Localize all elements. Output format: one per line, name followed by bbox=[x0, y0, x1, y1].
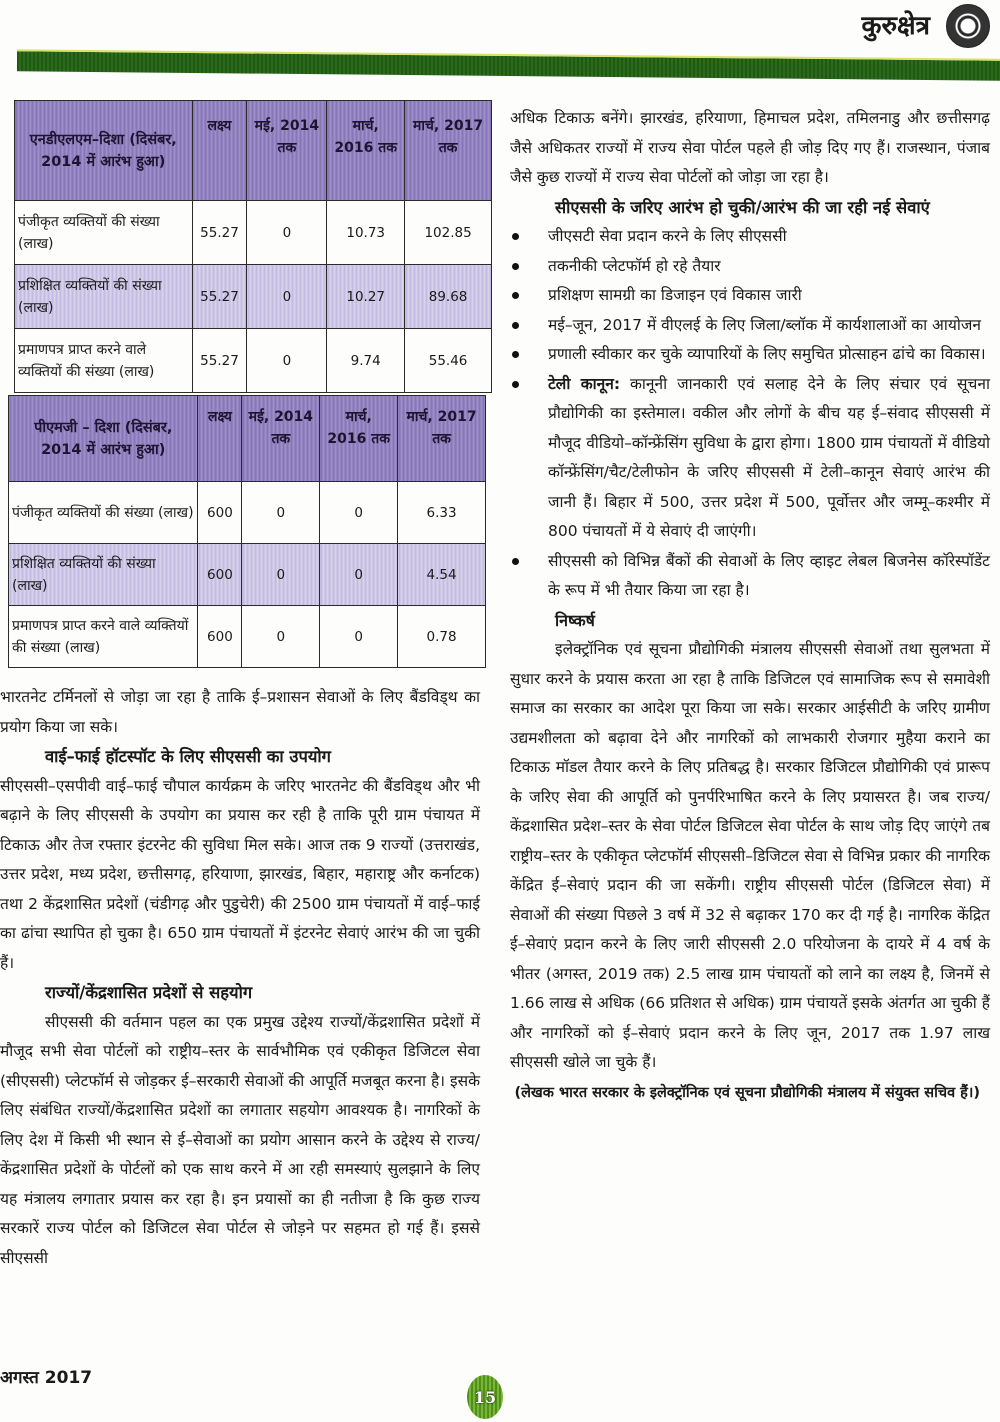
bullet-icon bbox=[512, 381, 519, 388]
table-cell: 0 bbox=[242, 482, 320, 544]
bullet-icon bbox=[512, 292, 519, 299]
ndlm-disha-table bbox=[14, 100, 492, 393]
table-header-cell: मई, 2014 तक bbox=[242, 396, 320, 482]
right-column bbox=[510, 104, 990, 1121]
paragraph: भारतनेट टर्मिनलों से जोड़ा जा रहा है ताकि ई–प्रशासन सेवाओं के लिए बैंडविड्थ का प्रयोग किया जा सके। bbox=[0, 688, 480, 736]
table-row bbox=[9, 482, 486, 544]
table-cell: 4.54 bbox=[398, 544, 486, 606]
list-item-text: सीएससी को विभिन्न बैंकों की सेवाओं के लिए व्हाइट लेबल बिजनेस कॉरेस्पॉडेंट के रूप में भी तैयार किया जा रहा है। bbox=[548, 551, 990, 599]
table-header-cell: पीएमजी – दिशा (दिसंबर, 2014 में आरंभ हुआ) bbox=[9, 396, 198, 482]
table-cell: 6.33 bbox=[398, 482, 486, 544]
list-item-text: जीएसटी सेवा प्रदान करने के लिए सीएससी bbox=[548, 227, 787, 245]
table-cell: 55.27 bbox=[192, 265, 247, 329]
table-cell: 0 bbox=[247, 201, 327, 265]
row-label: प्रशिक्षित व्यक्तियों की संख्या (लाख) bbox=[9, 544, 198, 606]
table-cell: 600 bbox=[198, 482, 242, 544]
table-cell: 55.27 bbox=[192, 201, 247, 265]
table-cell: 10.73 bbox=[327, 201, 405, 265]
section-heading-conclusion: निष्कर्ष bbox=[555, 610, 595, 630]
paragraph: इलेक्ट्रॉनिक एवं सूचना प्रौद्योगिकी मंत्रालय सीएससी सेवाओं तथा सुलभता में सुधार करने के प्रयास करता आ रहा है ताकि डिजिटल एवं सामाजिक रूप से समावेशी समाज का सरकार का आदेश पूरा किया जा सके। सरकार आईसीटी के जरिए ग्रामीण उद्यमशीलता को बढ़ावा देने और नागरिकों को लाभकारी रोजगार मुहैया कराने का टिकाऊ मॉडल तैयार करने के लिए प्रतिबद्ध है। सरकार डिजिटल प्रौद्योगिकी एवं प्रारूप के जरिए सेवा की आपूर्ति को पुनर्परिभाषित करने के लिए प्रयासरत है। जब राज्य/केंद्रशासित प्रदेश–स्तर के सेवा पोर्टल डिजिटल सेवा पोर्टल के साथ जोड़ दिए जाएंगे तब राष्ट्रीय–स्तर के एकीकृत प्लेटफॉर्म सीएससी–डिजिटल सेवा से विभिन्न प्रकार की नागरिक केंद्रित ई–सेवाएं प्रदान की जा सकेंगी। राष्ट्रीय सीएससी पोर्टल (डिजिटल सेवा) में सेवाओं की संख्या पिछले 3 वर्ष में 32 से बढ़ाकर 170 कर दी गई है। नागरिक केंद्रित ई–सेवाएं प्रदान करने के लिए जारी सीएससी 2.0 परियोजना के दायरे में 4 वर्ष के भीतर (अगस्त, 2019 तक) 2.5 लाख ग्राम पंचायतों को लाने का लक्ष्य है, जिनमें से 1.66 लाख से अधिक (66 प्रतिशत से अधिक) ग्राम पंचायतें इसके अंतर्गत आ चुकी हैं और नागरिकों को ई–सेवाएं प्रदान करने के लिए जून, 2017 तक 1.97 लाख सीएससी खोले जा चुके हैं। bbox=[510, 640, 990, 1071]
magazine-title: कुरुक्षेत्र bbox=[861, 11, 930, 41]
table-row bbox=[9, 544, 486, 606]
table-header-cell: मार्च, 2016 तक bbox=[320, 396, 398, 482]
table-cell: 600 bbox=[198, 544, 242, 606]
table-cell: 0 bbox=[242, 606, 320, 668]
table-cell: 9.74 bbox=[327, 329, 405, 393]
table-cell: 0 bbox=[320, 544, 398, 606]
bullet-icon bbox=[512, 263, 519, 270]
row-label: पंजीकृत व्यक्तियों की संख्या (लाख) bbox=[9, 482, 198, 544]
list-item bbox=[510, 222, 990, 252]
table-header-row bbox=[15, 101, 492, 201]
row-label: प्रशिक्षित व्यक्तियों की संख्या (लाख) bbox=[15, 265, 193, 329]
list-item bbox=[510, 252, 990, 282]
section-heading-states: राज्यों/केंद्रशासित प्रदेशों से सहयोग bbox=[45, 983, 253, 1002]
table-header-cell: मार्च, 2016 तक bbox=[327, 101, 405, 201]
paragraph: सीएससी की वर्तमान पहल का एक प्रमुख उद्देश्य राज्यों/केंद्रशासित प्रदेशों में मौजूद सभी सेवा पोर्टलों को राष्ट्रीय–स्तर के सार्वभौमिक एवं एकीकृत डिजिटल सेवा (सीएससी) प्लेटफॉर्म से जोड़कर ई–सरकारी सेवाओं की आपूर्ति मजबूत करना है। इसके लिए संबंधित राज्यों/केंद्रशासित प्रदेशों का लगातार सहयोग आवश्यक है। नागरिकों के लिए देश में किसी भी स्थान से ई–सेवाओं का प्रयोग आसान करने के उद्देश्य से राज्य/केंद्रशासित प्रदेशों के पोर्टलों को एक साथ करने में आ रही समस्याएं सुलझाने के लिए यह मंत्रालय लगातार प्रयास कर रहा है। इन प्रयासों का ही नतीजा है कि कुछ राज्य सरकारें राज्य पोर्टल को डिजिटल सेवा पोर्टल से जोड़ने पर सहमत हो गई हैं। इससे सीएससी bbox=[0, 1012, 480, 1267]
table-cell: 0 bbox=[320, 482, 398, 544]
row-label: प्रमाणपत्र प्राप्त करने वाले व्यक्तियों की संख्या (लाख) bbox=[9, 606, 198, 668]
list-item bbox=[510, 547, 990, 606]
table-header-cell: एनडीएलएम–दिशा (दिसंबर, 2014 में आरंभ हुआ) bbox=[15, 101, 193, 201]
pmg-disha-table bbox=[8, 395, 486, 668]
table-header-cell: मार्च, 2017 तक bbox=[398, 396, 486, 482]
list-item-text: प्रणाली स्वीकार कर चुके व्यापारियों के लिए समुचित प्रोत्साहन ढांचे का विकास। bbox=[548, 345, 986, 363]
bullet-icon bbox=[512, 233, 519, 240]
header-band bbox=[17, 49, 1000, 80]
paragraph: सीएससी–एसपीवी वाई–फाई चौपाल कार्यक्रम के जरिए भारतनेट की बैंडविड्थ और भी बढ़ाने के लिए सीएससी के उपयोग का प्रयास कर रही है ताकि पूरी ग्राम पंचायत में टिकाऊ और तेज रफ्तार इंटरनेट की सुविधा मिल सके। आज तक 9 राज्यों (उत्तराखंड, उत्तर प्रदेश, मध्य प्रदेश, छत्तीसगढ़, हरियाणा, झारखंड, बिहार, महाराष्ट्र और कर्नाटक) तथा 2 केंद्रशासित प्रदेशों (चंडीगढ़ और पुडुचेरी) की 2500 ग्राम पंचायतों में वाई–फाई का ढांचा स्थापित हो चुका है। 650 ग्राम पंचायतों में इंटरनेट सेवाएं आरंभ की जा चुकी हैं। bbox=[0, 776, 480, 972]
table-row bbox=[9, 606, 486, 668]
left-column bbox=[0, 683, 480, 1273]
table-cell: 55.27 bbox=[192, 329, 247, 393]
issue-date: अगस्त 2017 bbox=[0, 1368, 93, 1388]
bullet-icon bbox=[512, 351, 519, 358]
table-cell: 0 bbox=[242, 544, 320, 606]
list-item-text: कानूनी जानकारी एवं सलाह देने के लिए संचार एवं सूचना प्रौद्योगिकी का इस्तेमाल। वकील और लोगों के बीच यह ई–संवाद सीएससी में मौजूद वीडियो–कॉन्फ्रेंसिंग सुविधा के द्वारा होगा। 1800 ग्राम पंचायतों में वीडियो कॉन्फ्रेंसिंग/चैट/टेलीफोन के जरिए सीएससी में टेली–कानून सेवाएं आरंभ की जानी हैं। बिहार में 500, उत्तर प्रदेश में 500, पूर्वोत्तर और जम्मू–कश्मीर में 800 पंचायतों में ये सेवाएं दी जाएंगी। bbox=[548, 374, 990, 540]
list-item-bold-label: टेली कानून: bbox=[548, 374, 621, 393]
row-label: पंजीकृत व्यक्तियों की संख्या (लाख) bbox=[15, 201, 193, 265]
list-item-text: मई–जून, 2017 में वीएलई के लिए जिला/ब्लॉक में कार्यशालाओं का आयोजन bbox=[548, 315, 982, 334]
table-header-cell: लक्ष्य bbox=[192, 101, 247, 201]
list-item-text: तकनीकी प्लेटफॉर्म हो रहे तैयार bbox=[548, 256, 721, 275]
table-header-cell: मार्च, 2017 तक bbox=[405, 101, 492, 201]
page-number: 15 bbox=[467, 1375, 503, 1419]
section-heading-wifi: वाई–फाई हॉटस्पॉट के लिए सीएससी का उपयोग bbox=[45, 747, 331, 766]
table-row bbox=[15, 201, 492, 265]
list-item-text: प्रशिक्षण सामग्री का डिजाइन एवं विकास जारी bbox=[548, 286, 802, 304]
table-cell: 102.85 bbox=[405, 201, 492, 265]
table-cell: 0 bbox=[320, 606, 398, 668]
table-header-cell: लक्ष्य bbox=[198, 396, 242, 482]
masthead bbox=[0, 0, 1000, 48]
emblem-wheel-icon bbox=[946, 4, 990, 48]
author-byline: (लेखक भारत सरकार के इलेक्ट्रॉनिक एवं सूचना प्रौद्योगिकी मंत्रालय में संयुक्त सचिव हैं।) bbox=[514, 1084, 980, 1101]
section-heading-services: सीएससी के जरिए आरंभ हो चुकी/आरंभ की जा रही नई सेवाएं bbox=[555, 197, 930, 217]
table-cell: 0 bbox=[247, 265, 327, 329]
table-cell: 89.68 bbox=[405, 265, 492, 329]
table-cell: 0 bbox=[247, 329, 327, 393]
table-header-row bbox=[9, 396, 486, 482]
table-cell: 0.78 bbox=[398, 606, 486, 668]
bullet-icon bbox=[512, 558, 519, 565]
list-item bbox=[510, 311, 990, 341]
list-item bbox=[510, 281, 990, 311]
list-item bbox=[510, 340, 990, 370]
table-header-cell: मई, 2014 तक bbox=[247, 101, 327, 201]
table-row bbox=[15, 265, 492, 329]
list-item bbox=[510, 370, 990, 547]
bullet-icon bbox=[512, 322, 519, 329]
table-cell: 55.46 bbox=[405, 329, 492, 393]
table-row bbox=[15, 329, 492, 393]
services-list bbox=[510, 222, 990, 606]
row-label: प्रमाणपत्र प्राप्त करने वाले व्यक्तियों की संख्या (लाख) bbox=[15, 329, 193, 393]
paragraph: अधिक टिकाऊ बनेंगे। झारखंड, हरियाणा, हिमाचल प्रदेश, तमिलनाडु और छत्तीसगढ़ जैसे अधिकतर राज्यों में राज्य सेवा पोर्टल पहले ही जोड़ दिए गए हैं। राजस्थान, पंजाब जैसे कुछ राज्यों में राज्य सेवा पोर्टलों को जोड़ा जा रहा है। bbox=[510, 109, 990, 186]
table-cell: 10.27 bbox=[327, 265, 405, 329]
table-cell: 600 bbox=[198, 606, 242, 668]
